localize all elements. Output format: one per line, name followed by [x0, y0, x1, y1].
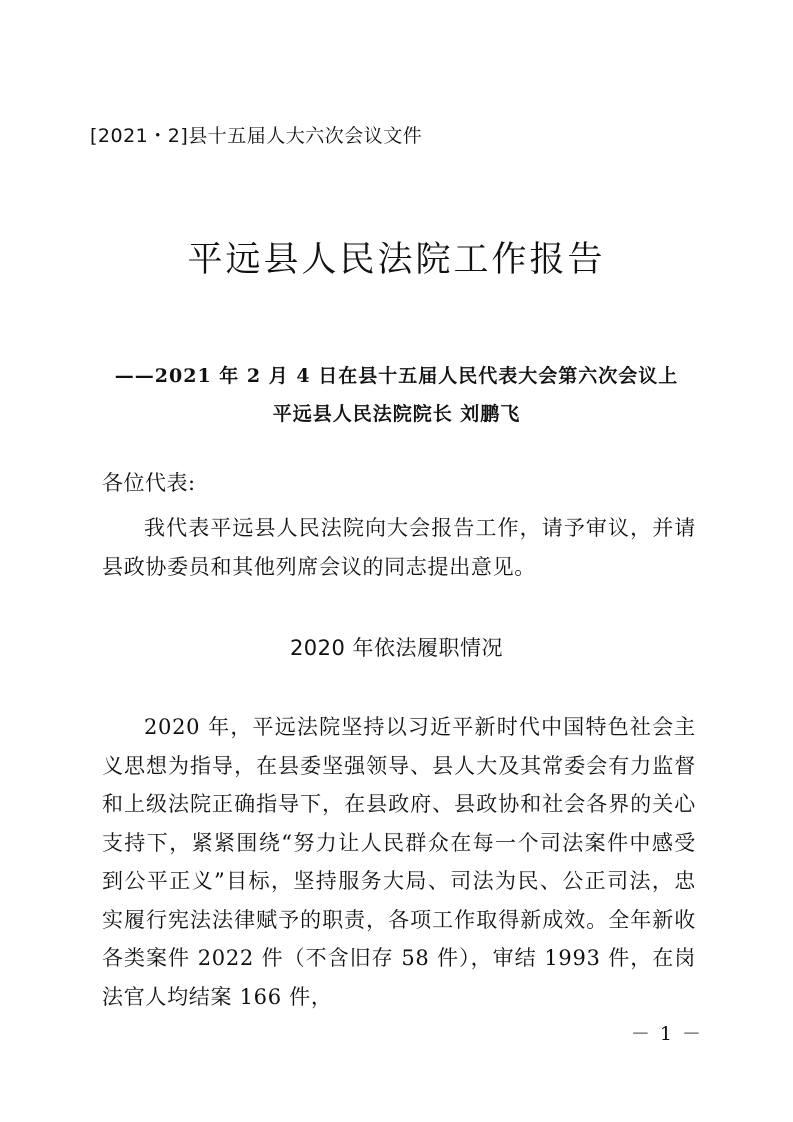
intro-paragraph: 我代表平远县人民法院向大会报告工作，请予审议，并请县政协委员和其他列席会议的同志提出意见。	[102, 516, 696, 579]
document-reference: [2021・2]县十五届人大六次会议文件	[90, 125, 423, 147]
subtitle-line-1: ——2021 年 2 月 4 日在县十五届人民代表大会第六次会议上	[114, 365, 679, 387]
salutation: 各位代表:	[102, 471, 196, 495]
body-paragraph: 2020 年，平远法院坚持以习近平新时代中国特色社会主义思想为指导，在县委坚强领导、县人大及其常委会有力监督和上级法院正确指导下，在县政府、县政协和社会各界的关心支持下，紧紧围绕“努力让人民群众在每一个司法案件中感受到公平正义”目标，坚持服务大局、司法为民、公正司法，忠实履行宪法法律赋予的职责，各项工作取得新成效。全年新收各类案件 2022 件（不含旧存 58 件），审结 1993 件，在岗法官人均结案 166 件，	[102, 715, 696, 1009]
subtitle-line-2: 平远县人民法院院长 刘鹏飞	[272, 403, 521, 425]
document-title: 平远县人民法院工作报告	[187, 240, 606, 280]
page-number: － 1 －	[630, 1023, 703, 1045]
section-heading: 2020 年依法履职情况	[289, 636, 504, 660]
